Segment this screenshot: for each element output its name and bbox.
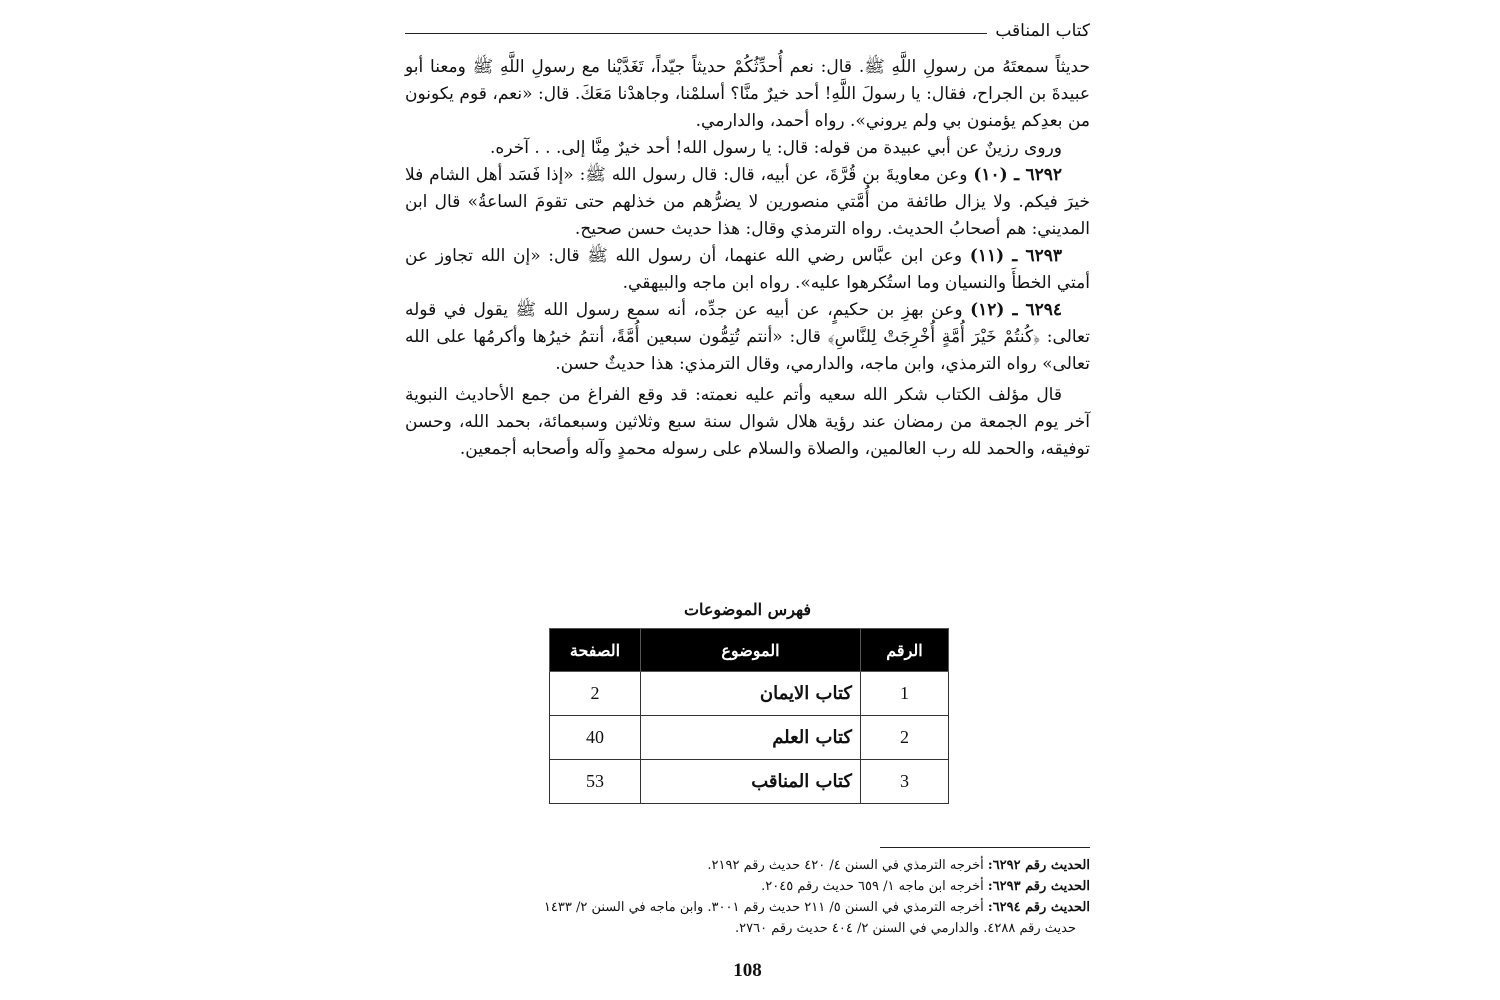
toc-header-row <box>550 629 949 672</box>
chapter-title: كتاب المناقب <box>995 21 1090 41</box>
hadith-number: ٦٢٩٤ ـ (١٢) <box>970 300 1062 320</box>
footnotes <box>405 855 1090 939</box>
row-topic: كتاب المناقب <box>641 760 861 804</box>
hadith-number: ٦٢٩٣ ـ (١١) <box>969 246 1062 266</box>
hadith-text: وعن ابن عبَّاس رضي الله عنهما، أن رسول الله ﷺ قال: «إن الله تجاوز عن أمتي الخطأَ والنسيان وما استُكرهوا عليه». رواه ابن ماجه والبيهقي. <box>405 246 1090 293</box>
page-number: 108 <box>733 960 762 981</box>
footnote-text: أخرجه الترمذي في السنن ٥/ ٢١١ حديث رقم ٣٠٠١. وابن ماجه في السنن ٢/ ١٤٣٣ <box>543 900 988 915</box>
hadith-text: وعن معاويةَ بن قُرَّةَ، عن أبيه، قال: قال رسول الله ﷺ: «إذا فَسَد أهل الشام فلا خيرَ فيكم. ولا يزال طائفة من أُمَّتي منصورين لا يضرُّهم من خذلهم حتى تقومَ الساعةُ» قال ابن المديني: هم أصحابُ الحديث. رواه الترمذي وقال: هذا حديث حسن صحيح. <box>405 165 1090 239</box>
book-page <box>405 0 1090 1000</box>
hadith-text: وعن بهزِ بن حكيمٍ، عن أبيه عن جدِّه، أنه سمع رسول الله ﷺ يقول في قوله تعالى: ﴿كُنتُمْ خَيْرَ أُمَّةٍ أُخْرِجَتْ لِلنَّاسِ﴾ قال: «أنتم تُتِمُّون سبعين أُمَّةً، أنتمُ خيرُها وأكرمُها على الله تعالى» رواه الترمذي، وابن ماجه، والدارمي، وقال الترمذي: هذا حديثٌ حسن. <box>405 300 1090 374</box>
hadith-6294 <box>405 297 1090 378</box>
toc-table <box>549 628 949 804</box>
table-row <box>550 760 949 804</box>
row-number: 1 <box>861 672 949 716</box>
table-row <box>550 672 949 716</box>
colophon: قال مؤلف الكتاب شكر الله سعيه وأتم عليه نعمته: قد وقع الفراغ من جمع الأحاديث النبوية آخر يوم الجمعة من رمضان عند رؤية هلال شوال سنة سبع وثلاثين وسبعمائة، بحمد الله، وحسن توفيقه، والحمد لله رب العالمين، والصلاة والسلام على رسوله محمدٍ وآله وأصحابه أجمعين. <box>405 385 1090 459</box>
footnote-label: الحديث رقم ٦٢٩٣: <box>987 879 1090 894</box>
footnote-label: الحديث رقم ٦٢٩٤: <box>987 900 1090 915</box>
row-page: 40 <box>550 716 641 760</box>
hadith-6292 <box>405 162 1090 243</box>
row-number: 2 <box>861 716 949 760</box>
footnote <box>405 897 1090 918</box>
row-page: 53 <box>550 760 641 804</box>
row-topic: كتاب العلم <box>641 716 861 760</box>
footnote-continuation: حديث رقم ٤٢٨٨. والدارمي في السنن ٢/ ٤٠٤ حديث رقم ٢٧٦٠. <box>735 921 1076 936</box>
row-number: 3 <box>861 760 949 804</box>
paragraph: حديثاً سمعتَهُ من رسولِ اللَّهِ ﷺ. قال: نعم أُحدِّثُكُمْ حديثاً جيّداً، تَغَدَّيْنا مع رسولِ اللَّهِ ﷺ ومعنا أبو عبيدةَ بن الجراح، فقال: يا رسولَ اللَّهِ! أحد خيرٌ منَّا؟ أسلمْنا، وجاهدْنا مَعَكَ. قال: «نعم، قوم يكونون من بعدِكم يؤمنون بي ولم يروني». رواه أحمد، والدارمي. <box>405 57 1090 131</box>
hadith-6293 <box>405 243 1090 297</box>
footnote-rule <box>880 847 1090 848</box>
footnote <box>405 876 1090 897</box>
running-head <box>405 18 1090 44</box>
row-topic: كتاب الايمان <box>641 672 861 716</box>
footnote-text: أخرجه الترمذي في السنن ٤/ ٤٢٠ حديث رقم ٢١٩٢. <box>707 858 988 873</box>
header-page: الصفحة <box>550 629 641 672</box>
footnote-label: الحديث رقم ٦٢٩٢: <box>987 858 1090 873</box>
footnote-text: أخرجه ابن ماجه ١/ ٦٥٩ حديث رقم ٢٠٤٥. <box>761 879 988 894</box>
hadith-number: ٦٢٩٢ ـ (١٠) <box>973 165 1062 185</box>
paragraph: وروى رزينٌ عن أبي عبيدة من قوله: قال: يا رسول الله! أحد خيرٌ مِنَّا إلى. . . آخره. <box>490 138 1062 158</box>
header-topic: الموضوع <box>641 629 861 672</box>
main-text <box>405 54 1090 463</box>
header-rule <box>405 33 987 34</box>
table-row <box>550 716 949 760</box>
header-number: الرقم <box>861 629 949 672</box>
row-page: 2 <box>550 672 641 716</box>
toc-title: فهرس الموضوعات <box>683 600 812 619</box>
footnote <box>405 855 1090 876</box>
